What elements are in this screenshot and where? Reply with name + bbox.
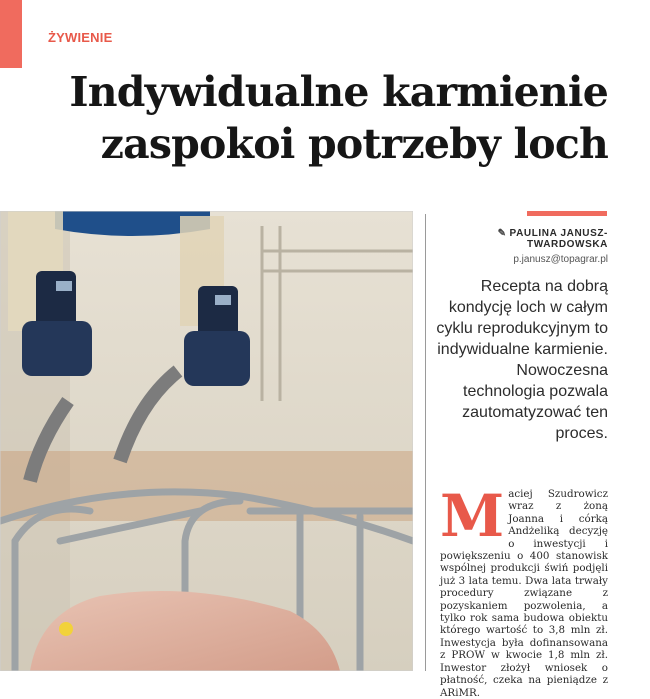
section-accent-bar xyxy=(0,0,22,68)
author-email: p.janusz@topagrar.pl xyxy=(513,254,608,265)
pencil-icon: ✎ xyxy=(497,228,507,239)
article-photo xyxy=(0,211,413,671)
article-lead: Recepta na dobrą kondycję loch w całym cyklu reprodukcyjnym to indywidualne karmienie. Nowoczesna technologia pozwala zautomatyzować ten proces. xyxy=(436,278,608,442)
byline xyxy=(430,228,608,265)
author-name: PAULINA JANUSZ-TWARDOWSKA xyxy=(509,228,608,250)
article-body-text: aciej Szudrowicz wraz z żoną Joanna i córką Andżeliką decyzję o inwestycji i powiększeniu o 400 stanowisk wspólnej produkcji świń podjęli już 3 lata temu. Dwa lata trwały procedury związane z pozyskaniem pozwolenia, a tylko rok sama budowa obiektu którego wartość to 3,8 mln zł. Inwestycja była dofinansowana z PROW w kwocie 1,8 mln zł. Inwestor złożył wniosek o płatność, czeka na pieniądze z ARiMR. xyxy=(440,488,608,699)
article-body xyxy=(440,482,608,699)
byline-accent-rule xyxy=(527,211,607,216)
drop-cap: M xyxy=(440,482,505,550)
byline-author-row xyxy=(430,228,608,250)
column-divider xyxy=(425,214,426,671)
article-headline: Indywidualne karmienie zaspokoi potrzeby loch xyxy=(69,68,608,168)
section-label: ŻYWIENIE xyxy=(48,30,113,45)
